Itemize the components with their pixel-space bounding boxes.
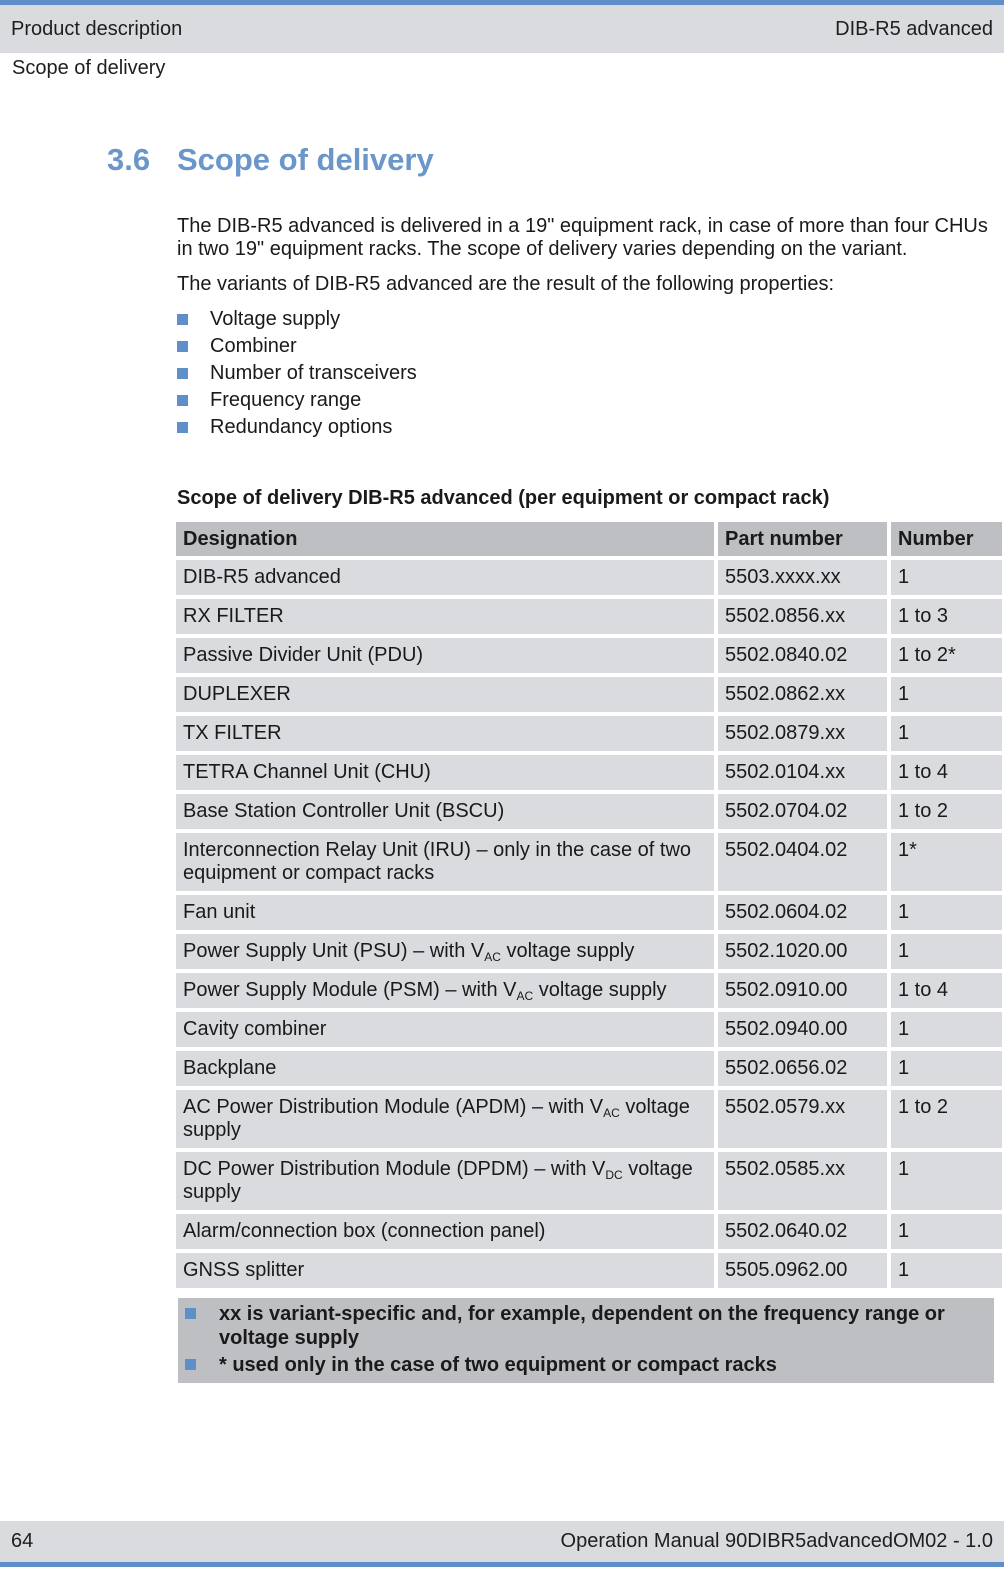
cell-number: 1 to 2* <box>891 638 1002 673</box>
table-row <box>176 973 1002 1008</box>
table-body <box>176 560 1002 1288</box>
cell-designation: DC Power Distribution Module (DPDM) – with $V_{DC}$ voltage supply <box>176 1152 714 1210</box>
cell-designation: TX FILTER <box>176 716 714 751</box>
cell-part-number: 5502.0585.xx <box>718 1152 887 1210</box>
cell-designation: Passive Divider Unit (PDU) <box>176 638 714 673</box>
square-bullet-icon <box>177 422 188 433</box>
cell-part-number: 5502.0856.xx <box>718 599 887 634</box>
cell-number: 1 to 2 <box>891 1090 1002 1148</box>
table-row <box>176 1152 1002 1210</box>
section-heading <box>107 142 434 178</box>
cell-part-number: 5502.0656.02 <box>718 1051 887 1086</box>
cell-designation: Cavity combiner <box>176 1012 714 1047</box>
column-header-number: Number <box>891 522 1002 556</box>
running-header <box>0 5 1004 53</box>
cell-part-number: 5502.0640.02 <box>718 1214 887 1249</box>
cell-part-number: 5502.0862.xx <box>718 677 887 712</box>
cell-designation: TETRA Channel Unit (CHU) <box>176 755 714 790</box>
intro-paragraph: The DIB-R5 advanced is delivered in a 19" equipment rack, in case of more than four CHUs in two 19" equipment racks. The scope of delivery varies depending on the variant. <box>177 215 988 260</box>
header-section: Scope of delivery <box>12 57 166 79</box>
cell-part-number: 5503.xxxx.xx <box>718 560 887 595</box>
header-product: DIB-R5 advanced <box>835 17 993 40</box>
list-item: Combiner <box>177 333 417 360</box>
cell-part-number: 5502.0604.02 <box>718 895 887 930</box>
cell-part-number: 5502.0704.02 <box>718 794 887 829</box>
cell-number: 1 <box>891 1214 1002 1249</box>
section-title: Scope of delivery <box>177 142 434 177</box>
table-row <box>176 895 1002 930</box>
table-row <box>176 1012 1002 1047</box>
table-row <box>176 1090 1002 1148</box>
table-row <box>176 716 1002 751</box>
table-row <box>176 638 1002 673</box>
bottom-accent-line <box>0 1562 1004 1567</box>
cell-number: 1 <box>891 1051 1002 1086</box>
cell-part-number: 5502.0404.02 <box>718 833 887 891</box>
cell-designation: GNSS splitter <box>176 1253 714 1288</box>
cell-designation: Power Supply Module (PSM) – with $V_{AC}$ voltage supply <box>176 973 714 1008</box>
note-item: * used only in the case of two equipment or compact racks <box>185 1353 994 1377</box>
square-bullet-icon <box>177 395 188 406</box>
cell-number: 1 <box>891 1253 1002 1288</box>
table-row <box>176 677 1002 712</box>
table-caption: Scope of delivery DIB-R5 advanced (per equipment or compact rack) <box>177 487 830 509</box>
cell-part-number: 5502.0840.02 <box>718 638 887 673</box>
table-notes <box>178 1298 994 1383</box>
cell-number: 1 <box>891 934 1002 969</box>
cell-part-number: 5502.0940.00 <box>718 1012 887 1047</box>
cell-number: 1 <box>891 1152 1002 1210</box>
cell-part-number: 5502.0879.xx <box>718 716 887 751</box>
list-item: Number of transceivers <box>177 360 417 387</box>
column-header-designation: Designation <box>176 522 714 556</box>
table-row <box>176 1051 1002 1086</box>
cell-number: 1* <box>891 833 1002 891</box>
properties-list <box>177 306 417 441</box>
table-row <box>176 1214 1002 1249</box>
list-item: Frequency range <box>177 387 417 414</box>
table-row <box>176 833 1002 891</box>
running-footer <box>0 1521 1004 1562</box>
cell-number: 1 to 2 <box>891 794 1002 829</box>
square-bullet-icon <box>185 1359 196 1370</box>
section-number: 3.6 <box>107 142 151 177</box>
cell-designation: Fan unit <box>176 895 714 930</box>
square-bullet-icon <box>177 368 188 379</box>
cell-part-number: 5502.0579.xx <box>718 1090 887 1148</box>
cell-designation: Power Supply Unit (PSU) – with $V_{AC}$ voltage supply <box>176 934 714 969</box>
scope-table <box>172 518 1004 1292</box>
square-bullet-icon <box>177 314 188 325</box>
list-item: Voltage supply <box>177 306 417 333</box>
cell-part-number: 5502.0104.xx <box>718 755 887 790</box>
cell-part-number: 5502.1020.00 <box>718 934 887 969</box>
table-header-row <box>176 522 1002 556</box>
cell-designation: AC Power Distribution Module (APDM) – with $V_{AC}$ voltage supply <box>176 1090 714 1148</box>
cell-designation: Alarm/connection box (connection panel) <box>176 1214 714 1249</box>
cell-number: 1 to 4 <box>891 755 1002 790</box>
cell-number: 1 to 4 <box>891 973 1002 1008</box>
cell-number: 1 <box>891 677 1002 712</box>
table-row <box>176 1253 1002 1288</box>
cell-designation: RX FILTER <box>176 599 714 634</box>
document-id: Operation Manual 90DIBR5advancedOM02 - 1.0 <box>560 1530 993 1552</box>
column-header-part-number: Part number <box>718 522 887 556</box>
cell-number: 1 <box>891 560 1002 595</box>
table-row <box>176 755 1002 790</box>
square-bullet-icon <box>185 1308 196 1319</box>
table-row <box>176 560 1002 595</box>
cell-number: 1 <box>891 895 1002 930</box>
cell-designation: Base Station Controller Unit (BSCU) <box>176 794 714 829</box>
table-row <box>176 794 1002 829</box>
cell-designation: DIB-R5 advanced <box>176 560 714 595</box>
table-row <box>176 934 1002 969</box>
cell-part-number: 5505.0962.00 <box>718 1253 887 1288</box>
cell-designation: Interconnection Relay Unit (IRU) – only in the case of two equipment or compact racks <box>176 833 714 891</box>
cell-designation: DUPLEXER <box>176 677 714 712</box>
note-item: xx is variant-specific and, for example, dependent on the frequency range or voltage supply <box>185 1302 994 1350</box>
cell-part-number: 5502.0910.00 <box>718 973 887 1008</box>
square-bullet-icon <box>177 341 188 352</box>
header-chapter: Product description <box>11 17 183 40</box>
cell-designation: Backplane <box>176 1051 714 1086</box>
page-number: 64 <box>11 1530 34 1552</box>
cell-number: 1 to 3 <box>891 599 1002 634</box>
table-row <box>176 599 1002 634</box>
variants-paragraph: The variants of DIB-R5 advanced are the result of the following properties: <box>177 273 835 295</box>
cell-number: 1 <box>891 1012 1002 1047</box>
list-item: Redundancy options <box>177 414 417 441</box>
cell-number: 1 <box>891 716 1002 751</box>
